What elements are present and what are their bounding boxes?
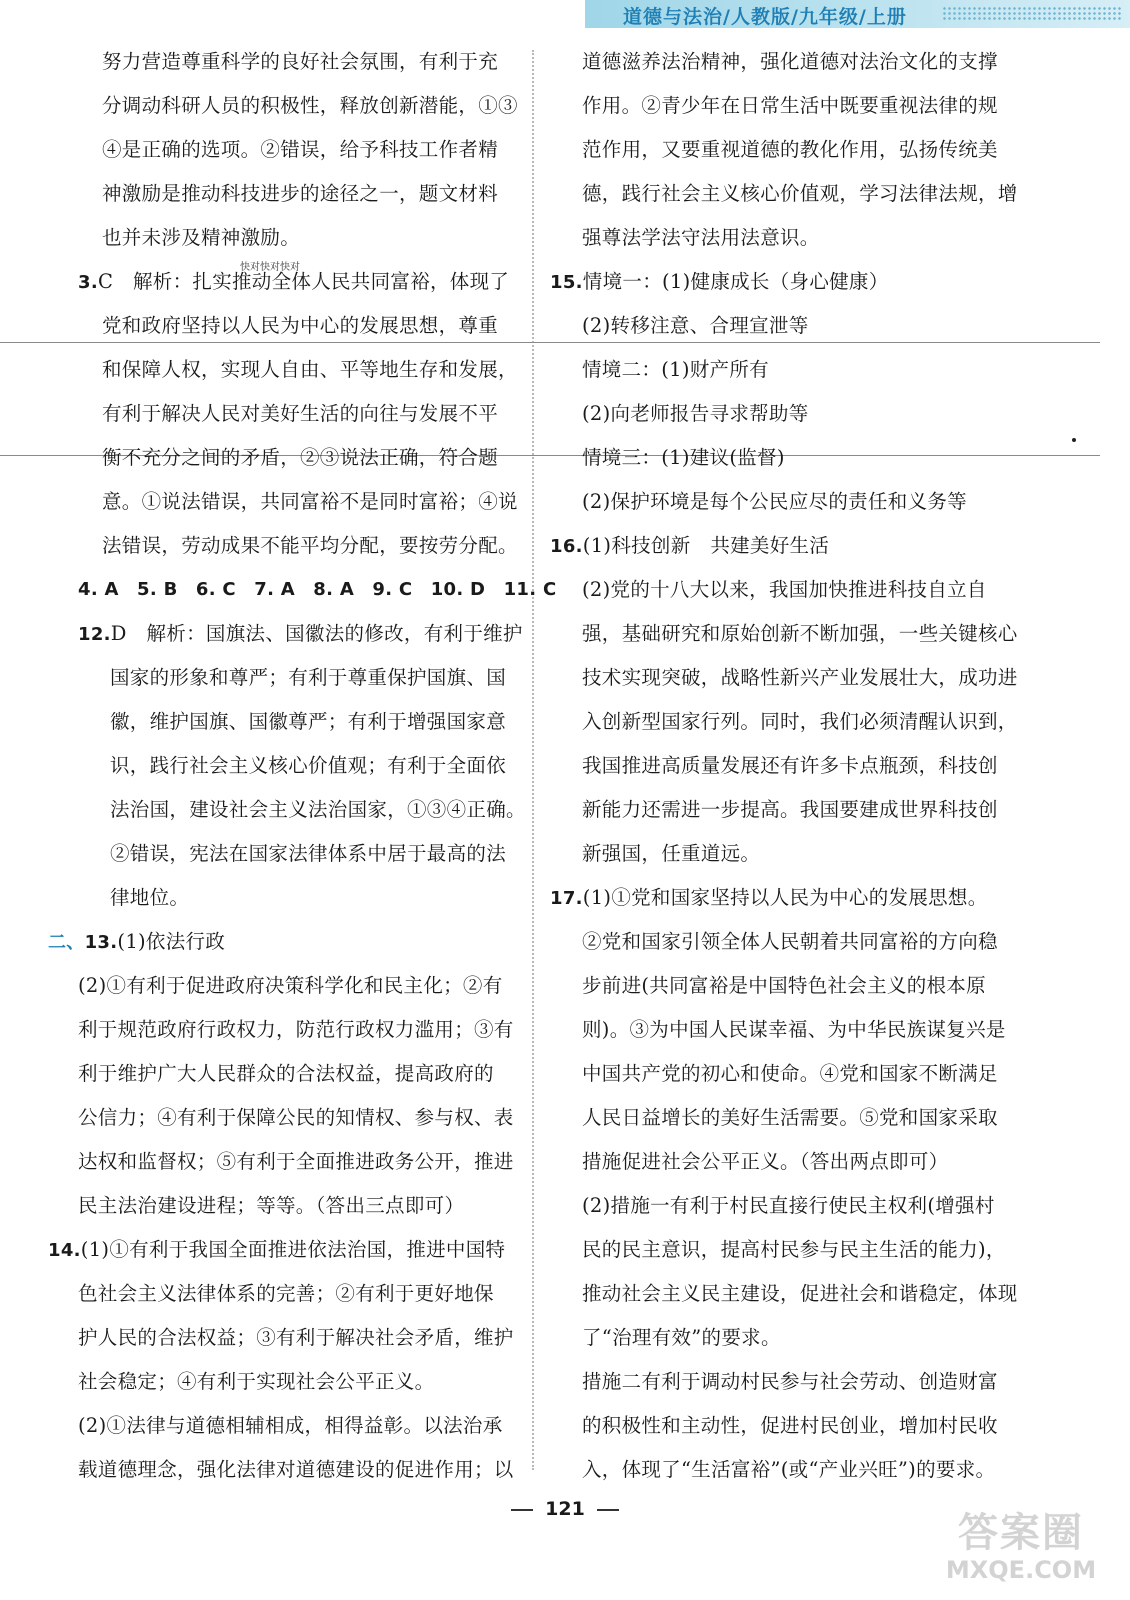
question-number: 14. bbox=[48, 1240, 81, 1261]
text-line: 强，基础研究和原始创新不断加强，一些关键核心 bbox=[582, 622, 1018, 645]
page-number-dash bbox=[511, 1509, 533, 1511]
question-text: (1)依法行政 bbox=[117, 930, 226, 953]
text-line: (2)①有利于促进政府决策科学化和民主化；②有 bbox=[78, 974, 503, 997]
watermark-url: MXQE.COM bbox=[945, 1556, 1097, 1584]
text-line: 有利于解决人民对美好生活的向往与发展不平 bbox=[102, 402, 499, 425]
site-watermark bbox=[926, 1510, 1116, 1592]
text-line: 法治国，建设社会主义法治国家，①③④正确。 bbox=[110, 798, 526, 821]
question-3 bbox=[78, 260, 550, 304]
question-text: (1)①党和国家坚持以人民为中心的发展思想。 bbox=[582, 886, 988, 909]
text-line: (2)党的十八大以来，我国加快推进科技自立自 bbox=[582, 578, 987, 601]
text-line: 情境三：(1)建议(监督) bbox=[582, 446, 785, 469]
text-line: 推动社会主义民主建设，促进社会和谐稳定，体现 bbox=[582, 1282, 1018, 1305]
question-13 bbox=[48, 920, 550, 964]
text-line: 入创新型国家行列。同时，我们必须清醒认识到， bbox=[582, 710, 1018, 733]
question-text: C 解析：扎实推动全体人民共同富裕，体现了 bbox=[97, 270, 510, 293]
text-line: 的积极性和主动性，促进村民创业，增加村民收 bbox=[582, 1414, 998, 1437]
question-12 bbox=[78, 612, 550, 656]
text-line: 法错误，劳动成果不能平均分配，要按劳分配。 bbox=[102, 534, 518, 557]
question-number: 12. bbox=[78, 624, 111, 645]
question-text: (1)科技创新 共建美好生活 bbox=[582, 534, 830, 557]
text-line: 措施二有利于调动村民参与社会劳动、创造财富 bbox=[582, 1370, 998, 1393]
text-line: 也并未涉及精神激励。 bbox=[102, 226, 301, 249]
text-line: 入，体现了“生活富裕”(或“产业兴旺”)的要求。 bbox=[582, 1458, 996, 1481]
text-line: 中国共产党的初心和使命。④党和国家不断满足 bbox=[582, 1062, 998, 1085]
text-line: 民的民主意识，提高村民参与民主生活的能力)， bbox=[582, 1238, 1006, 1261]
text-line: 步前进(共同富裕是中国特色社会主义的根本原 bbox=[582, 974, 986, 997]
text-line: 人民日益增长的美好生活需要。⑤党和国家采取 bbox=[582, 1106, 998, 1129]
left-column bbox=[48, 40, 557, 1492]
header-band bbox=[585, 0, 1130, 28]
header-dot-pattern bbox=[942, 6, 1122, 22]
text-line: 技术实现突破，战略性新兴产业发展壮大，成功进 bbox=[582, 666, 1018, 689]
scan-speck bbox=[1072, 438, 1076, 442]
question-17 bbox=[550, 876, 1022, 920]
text-line: 识，践行社会主义核心价值观；有利于全面依 bbox=[110, 754, 507, 777]
question-number: 3. bbox=[78, 272, 98, 293]
text-line: 载道德理念，强化法律对道德建设的促进作用；以 bbox=[78, 1458, 514, 1481]
text-line: 衡不充分之间的矛盾，②③说法正确，符合题 bbox=[102, 446, 499, 469]
text-line: 公信力；④有利于保障公民的知情权、参与权、表 bbox=[78, 1106, 514, 1129]
question-number: 15. bbox=[550, 272, 583, 293]
text-line: 党和政府坚持以人民为中心的发展思想，尊重 bbox=[102, 314, 499, 337]
text-line: 神激励是推动科技进步的途径之一，题文材料 bbox=[102, 182, 499, 205]
text-line: 和保障人权，实现人自由、平等地生存和发展， bbox=[102, 358, 518, 381]
text-line: 国家的形象和尊严；有利于尊重保护国旗、国 bbox=[110, 666, 507, 689]
text-line: 律地位。 bbox=[110, 886, 190, 909]
text-line: 新能力还需进一步提高。我国要建成世界科技创 bbox=[582, 798, 998, 821]
text-line: 色社会主义法律体系的完善；②有利于更好地保 bbox=[78, 1282, 494, 1305]
text-line: ②党和国家引领全体人民朝着共同富裕的方向稳 bbox=[582, 930, 998, 953]
handwritten-annotation: 快对快对快对 bbox=[240, 262, 300, 273]
question-number: 17. bbox=[550, 888, 583, 909]
text-line: 情境二：(1)财产所有 bbox=[582, 358, 769, 381]
question-15 bbox=[550, 260, 1022, 304]
text-line: 强尊法学法守法用法意识。 bbox=[582, 226, 820, 249]
question-number: 13. bbox=[84, 932, 118, 953]
text-line: 努力营造尊重科学的良好社会氛围，有利于充 bbox=[102, 50, 499, 73]
answer-list: 4. A 5. B 6. C 7. A 8. A 9. C 10. D 11. C bbox=[78, 579, 557, 600]
text-line: 作用。②青少年在日常生活中既要重视法律的规 bbox=[582, 94, 998, 117]
text-line: 徽，维护国旗、国徽尊严；有利于增强国家意 bbox=[110, 710, 507, 733]
text-line: 道德滋养法治精神，强化道德对法治文化的支撑 bbox=[582, 50, 998, 73]
text-line: 分调动科研人员的积极性，释放创新潜能，①③ bbox=[102, 94, 518, 117]
question-number: 16. bbox=[550, 536, 583, 557]
page-number-dash bbox=[597, 1509, 619, 1511]
text-line: (2)保护环境是每个公民应尽的责任和义务等 bbox=[582, 490, 967, 513]
text-line: 利于维护广大人民群众的合法权益，提高政府的 bbox=[78, 1062, 494, 1085]
text-line: 德，践行社会主义核心价值观，学习法律法规，增 bbox=[582, 182, 1018, 205]
text-line: 范作用，又要重视道德的教化作用，弘扬传统美 bbox=[582, 138, 998, 161]
text-line: 利于规范政府行政权力，防范行政权力滥用；③有 bbox=[78, 1018, 514, 1041]
text-line: (2)向老师报告寻求帮助等 bbox=[582, 402, 809, 425]
text-line: 社会稳定；④有利于实现社会公平正义。 bbox=[78, 1370, 435, 1393]
text-line: 护人民的合法权益；③有利于解决社会矛盾，维护 bbox=[78, 1326, 514, 1349]
text-line: (2)转移注意、合理宣泄等 bbox=[582, 314, 809, 337]
question-text: 情境一：(1)健康成长（身心健康） bbox=[582, 270, 889, 293]
text-line: 新强国，任重道远。 bbox=[582, 842, 761, 865]
right-column bbox=[550, 40, 1022, 1492]
text-line: ④是正确的选项。②错误，给予科技工作者精 bbox=[102, 138, 499, 161]
text-line: (2)①法律与道德相辅相成，相得益彰。以法治承 bbox=[78, 1414, 503, 1437]
question-16 bbox=[550, 524, 1022, 568]
text-line: 措施促进社会公平正义。（答出两点即可） bbox=[582, 1150, 949, 1173]
text-line: 则)。③为中国人民谋幸福、为中华民族谋复兴是 bbox=[582, 1018, 1006, 1041]
text-line: 达权和监督权；⑤有利于全面推进政务公开，推进 bbox=[78, 1150, 514, 1173]
text-line: (2)措施一有利于村民直接行使民主权利(增强村 bbox=[582, 1194, 995, 1217]
text-line: 我国推进高质量发展还有许多卡点瓶颈，科技创 bbox=[582, 754, 998, 777]
text-line: 了“治理有效”的要求。 bbox=[582, 1326, 781, 1349]
header-title: 道德与法治/人教版/九年级/上册 bbox=[623, 6, 907, 28]
page-number-value: 121 bbox=[545, 1498, 585, 1520]
question-text: D 解析：国旗法、国徽法的修改，有利于维护 bbox=[110, 622, 523, 645]
question-14 bbox=[48, 1228, 550, 1272]
section-marker: 二、 bbox=[48, 932, 85, 953]
text-line: ②错误，宪法在国家法律体系中居于最高的法 bbox=[110, 842, 507, 865]
question-text: (1)①有利于我国全面推进依法治国，推进中国特 bbox=[80, 1238, 506, 1261]
watermark-logo-text: 答案圈 bbox=[958, 1510, 1084, 1556]
text-line: 意。①说法错误，共同富裕不是同时富裕；④说 bbox=[102, 490, 518, 513]
text-line: 民主法治建设进程；等等。（答出三点即可） bbox=[78, 1194, 465, 1217]
